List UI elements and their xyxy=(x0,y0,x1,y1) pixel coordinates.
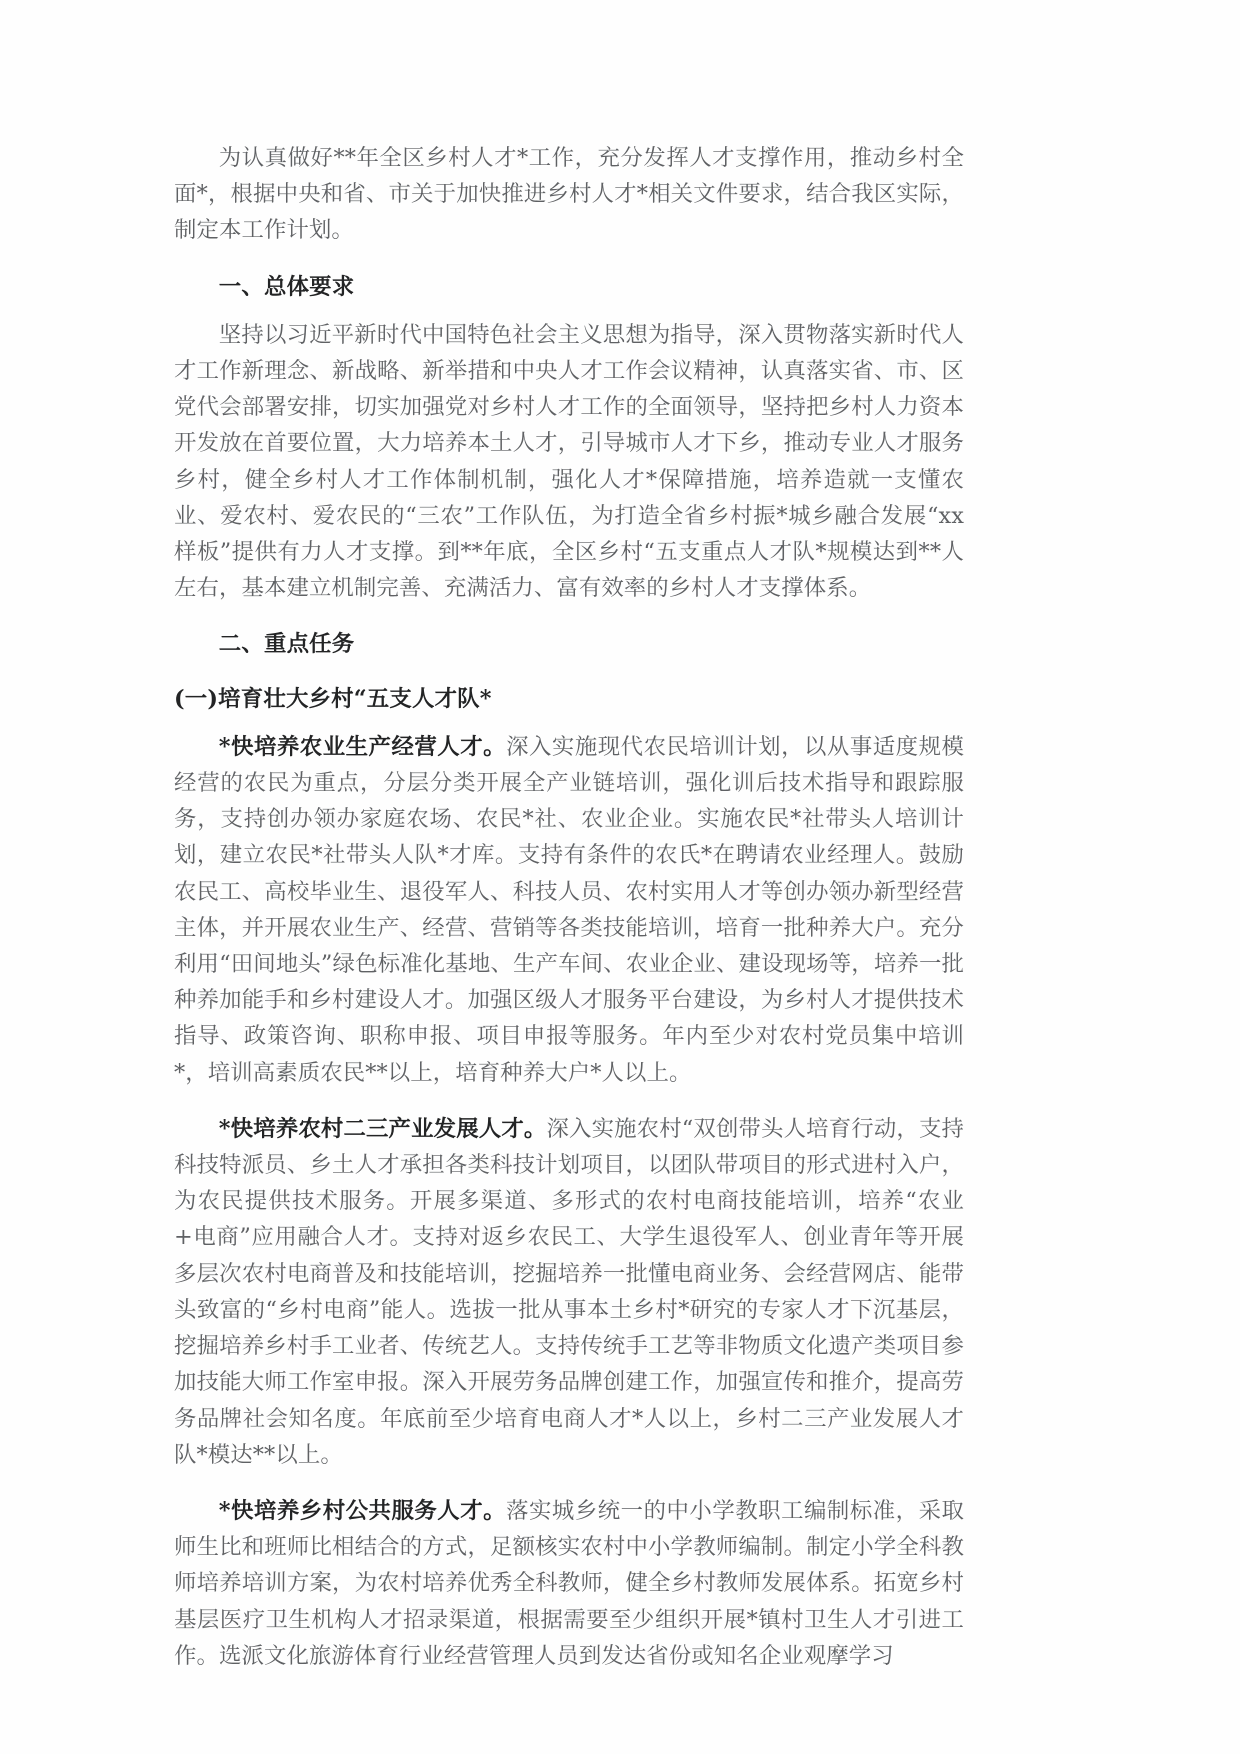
item-1-paragraph xyxy=(174,729,964,1091)
section-heading-key-tasks: 二、重点任务 xyxy=(218,631,355,658)
item-2-body-text: 深入实施农村“双创带头人培育行动，支持科技特派员、乡土人才承担各类科技计划项目，以团队带项目的形式进村入户，为农民提供技术服务。开展多渠道、多形式的农村电商技能培训，培养“农业+电商”应用融合人才。支持对返乡农民工、大学生退役军人、创业青年等开展多层次农村电商普及和技能培训，挖掘培养一批懂电商业务、会经营网店、能带头致富的“乡村电商”能人。选拔一批从事本土乡村*研究的专家人才下沉基层，挖掘培养乡村手工业者、传统艺人。支持传统手工艺等非物质文化遗产类项目参加技能大师工作室申报。深入开展劳务品牌创建工作，加强宣传和推介，提高劳务品牌社会知名度。年底前至少培育电商人才*人以上，乡村二三产业发展人才队*模达**以上。 xyxy=(174,1115,964,1468)
item-2-lead-in: *快培养农村二三产业发展人才。 xyxy=(218,1115,547,1142)
section-heading-overall-requirements: 一、总体要求 xyxy=(218,273,355,300)
subsection-heading-five-talent-teams: (一)培育壮大乡村“五支人才队* xyxy=(174,685,492,712)
item-1-lead-in: *快培养农业生产经营人才。 xyxy=(218,733,507,760)
section-1-body-paragraph: 坚持以习近平新时代中国特色社会主义思想为指导，深入贯物落实新时代人才工作新理念、新战略、新举措和中央人才工作会议精神，认真落实省、市、区党代会部署安排，切实加强党对乡村人才工作的全面领导，坚持把乡村人力资本开发放在首要位置，大力培养本土人才，引导城市人才下乡，推动专业人才服务乡村，健全乡村人才工作体制机制，强化人才*保障措施，培养造就一支懂农业、爱农村、爱农民的“三农”工作队伍，为打造全省乡村振*城乡融合发展“xx样板”提供有力人才支撑。到**年底，全区乡村“五支重点人才队*规模达到**人左右，基本建立机制完善、充满活力、富有效率的乡村人才支撑体系。 xyxy=(174,321,964,602)
item-3-paragraph xyxy=(174,1493,964,1674)
item-3-body-text: 落实城乡统一的中小学教职工编制标准，采取师生比和班师比相结合的方式，足额核实农村中小学教师编制。制定小学全科教师培养培训方案，为农村培养优秀全科教师，健全乡村教师发展体系。拓宽乡村基层医疗卫生机构人才招录渠道，根据需要至少组织开展*镇村卫生人才引进工作。选派文化旅游体育行业经营管理人员到发达省份或知名企业观摩学习 xyxy=(174,1497,965,1669)
intro-paragraph: 为认真做好**年全区乡村人才*工作，充分发挥人才支撑作用，推动乡村全面*，根据中央和省、市关于加快推进乡村人才*相关文件要求，结合我区实际，制定本工作计划。 xyxy=(174,145,964,244)
document-content xyxy=(174,140,964,1674)
item-1-body-text: 深入实施现代农民培训计划，以从事适度规模经营的农民为重点，分层分类开展全产业链培训，强化训后技术指导和跟踪服务，支持创办领办家庭农场、农民*社、农业企业。实施农民*社带头人培训计划，建立农民*社带头人队*才库。支持有条件的农氏*在聘请农业经理人。鼓励农民工、高校毕业生、退役军人、科技人员、农村实用人才等创办领办新型经营主体，并开展农业生产、经营、营销等各类技能培训，培育一批种养大户。充分利用“田间地头”绿色标准化基地、生产车间、农业企业、建设现场等，培养一批种养加能手和乡村建设人才。加强区级人才服务平台建设，为乡村人才提供技术指导、政策咨询、职称申报、项目申报等服务。年内至少对农村党员集中培训*，培训高素质农民**以上，培育种养大户*人以上。 xyxy=(174,733,965,1086)
item-2-paragraph xyxy=(174,1111,964,1473)
item-3-lead-in: *快培养乡村公共服务人才。 xyxy=(218,1497,507,1524)
